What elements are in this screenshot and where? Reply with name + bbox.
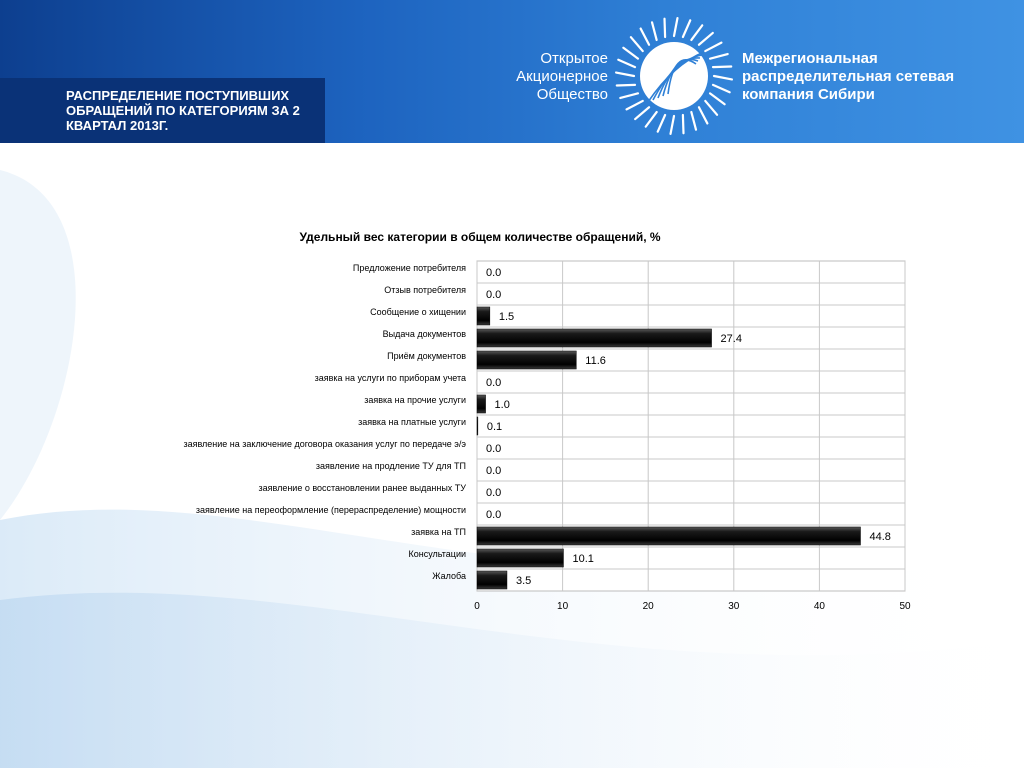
data-label: 0.0	[486, 289, 502, 301]
x-tick-label: 10	[557, 601, 569, 612]
x-tick-label: 40	[813, 601, 825, 612]
category-label: Отзыв потребителя	[384, 285, 466, 295]
x-tick-label: 20	[642, 601, 654, 612]
data-label: 3.5	[515, 575, 532, 587]
category-label: Жалоба	[432, 571, 466, 581]
data-label: 0.0	[486, 443, 502, 455]
category-label: заявление на продление ТУ для ТП	[315, 461, 466, 471]
category-label: заявление на переоформление (перераспределение) мощности	[195, 505, 466, 515]
data-label: 0.0	[486, 465, 502, 477]
bar	[477, 571, 507, 589]
data-label: 27.4	[720, 333, 742, 345]
company-type-line: Акционерное	[516, 68, 608, 85]
company-type-line: Открытое	[540, 50, 608, 67]
category-label: заявление на заключение договора оказания услуг по передаче э/э	[183, 439, 466, 449]
data-label: 0.0	[486, 267, 502, 279]
category-label: заявка на прочие услуги	[364, 395, 466, 405]
category-label: заявление о восстановлении ранее выданных ТУ	[258, 483, 466, 493]
bar	[477, 549, 563, 567]
x-tick-label: 0	[474, 601, 480, 612]
company-name-line: компания Сибири	[742, 86, 875, 103]
data-label: 0.1	[486, 421, 503, 433]
data-label: 0.0	[486, 377, 502, 389]
category-label: заявка на услуги по приборам учета	[314, 373, 466, 383]
data-label: 1.0	[494, 399, 510, 411]
data-label: 44.8	[869, 531, 891, 543]
company-name-line: распределительная сетевая	[742, 68, 955, 85]
category-label: Приём документов	[387, 351, 466, 361]
company-name-line: Межрегиональная	[742, 50, 878, 67]
category-label: Консультации	[408, 549, 466, 559]
data-label: 1.5	[498, 311, 515, 323]
data-label: 11.6	[585, 355, 606, 367]
x-tick-label: 30	[728, 601, 740, 612]
bar	[477, 527, 860, 545]
category-label: Выдача документов	[382, 329, 466, 339]
data-label: 0.0	[486, 487, 502, 499]
category-label: заявка на платные услуги	[358, 417, 466, 427]
bar	[477, 329, 712, 347]
category-label: заявка на ТП	[411, 527, 466, 537]
bar	[477, 307, 490, 325]
company-type-line: Общество	[536, 86, 608, 103]
bar	[477, 395, 486, 413]
bar	[477, 351, 576, 369]
slide-title: РАСПРЕДЕЛЕНИЕ ПОСТУПИВШИХ ОБРАЩЕНИЙ ПО КАТЕГОРИЯМ ЗА 2 КВАРТАЛ 2013Г.	[66, 88, 300, 133]
category-label: Сообщение о хищении	[370, 307, 466, 317]
category-label: Предложение потребителя	[352, 263, 466, 273]
data-label: 10.1	[572, 553, 594, 565]
chart-title: Удельный вес категории в общем количестве обращений, %	[299, 230, 661, 244]
data-label: 0.0	[486, 509, 502, 521]
bar	[477, 417, 478, 435]
x-tick-label: 50	[899, 601, 911, 612]
